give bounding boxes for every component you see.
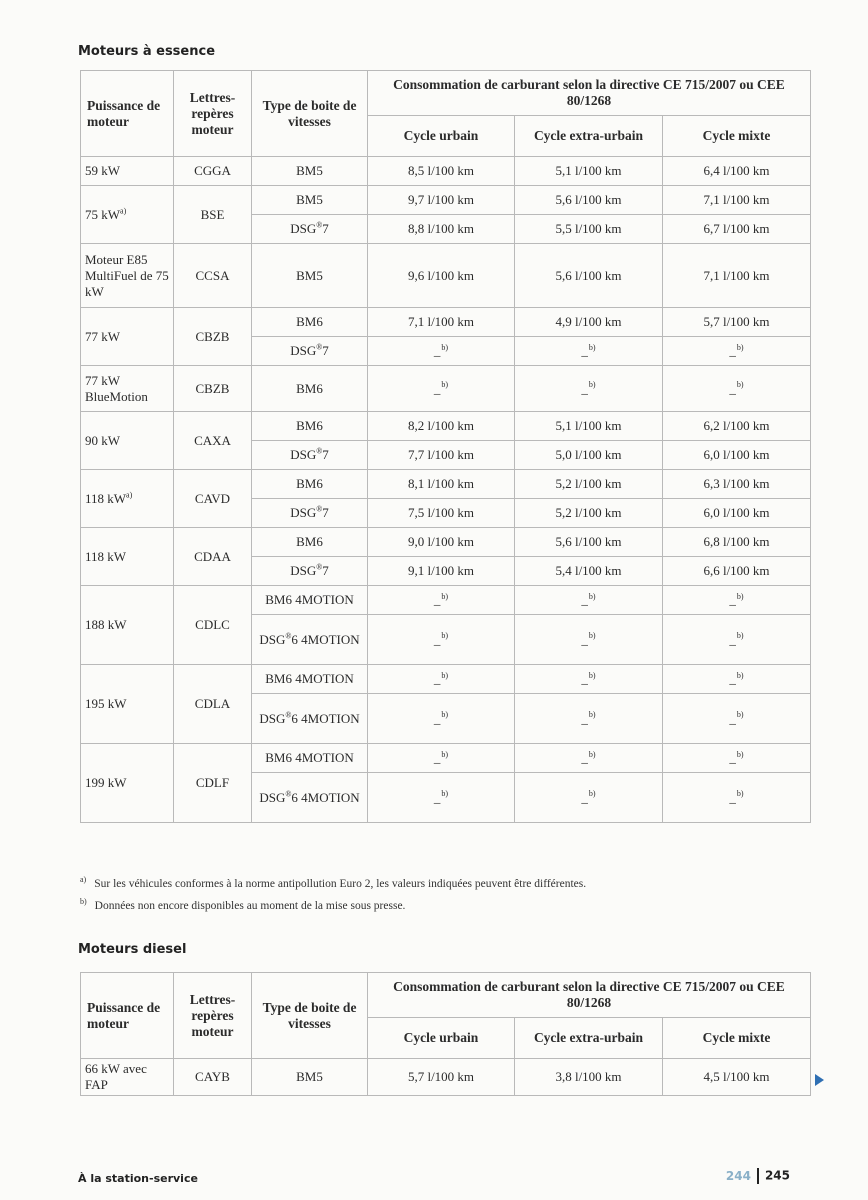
gearbox-cell: BM6: [252, 366, 368, 412]
gearbox-cell: BM5: [252, 157, 368, 186]
extra-urban-cell: 5,0 l/100 km: [515, 441, 663, 470]
gearbox-cell: BM5: [252, 244, 368, 308]
engine-code-cell: CDLC: [174, 586, 252, 665]
table-row: [81, 1059, 811, 1096]
power-cell: 195 kW: [81, 665, 174, 744]
header-consumption: Consommation de carburant selon la directive CE 715/2007 ou CEE 80/1268: [368, 71, 811, 116]
urban-cell: 7,1 l/100 km: [368, 308, 515, 337]
mixed-cell: 6,6 l/100 km: [663, 557, 811, 586]
gearbox-cell: DSG®6 4MOTION: [252, 773, 368, 823]
urban-cell: 8,1 l/100 km: [368, 470, 515, 499]
engine-code-cell: CAXA: [174, 412, 252, 470]
mixed-cell: _$^{b)}$: [663, 615, 811, 665]
extra-urban-cell: _$^{b)}$: [515, 773, 663, 823]
extra-urban-cell: 5,6 l/100 km: [515, 186, 663, 215]
urban-cell: 7,7 l/100 km: [368, 441, 515, 470]
mixed-cell: 6,3 l/100 km: [663, 470, 811, 499]
power-cell: 188 kW: [81, 586, 174, 665]
extra-urban-cell: 5,5 l/100 km: [515, 215, 663, 244]
urban-cell: _$^{b)}$: [368, 773, 515, 823]
urban-cell: 8,2 l/100 km: [368, 412, 515, 441]
extra-urban-cell: 5,2 l/100 km: [515, 499, 663, 528]
header-mixed: Cycle mixte: [663, 116, 811, 157]
mixed-cell: _$^{b)}$: [663, 773, 811, 823]
gearbox-cell: BM6: [252, 528, 368, 557]
table-row: [81, 470, 811, 499]
urban-cell: 9,6 l/100 km: [368, 244, 515, 308]
gearbox-cell: DSG®6 4MOTION: [252, 694, 368, 744]
footnotes: [80, 873, 820, 917]
engine-code-cell: CGGA: [174, 157, 252, 186]
power-cell: 75 $kW^{a)}$: [81, 186, 174, 244]
extra-urban-cell: 5,6 l/100 km: [515, 244, 663, 308]
extra-urban-cell: 4,9 l/100 km: [515, 308, 663, 337]
petrol-table-body: [81, 157, 811, 823]
diesel-table-body: [81, 1059, 811, 1096]
gearbox-cell: BM6: [252, 412, 368, 441]
header-urban: Cycle urbain: [368, 116, 515, 157]
power-cell: 199 kW: [81, 744, 174, 823]
extra-urban-cell: 3,8 l/100 km: [515, 1059, 663, 1096]
header-engine-code: Lettres-repères moteur: [174, 973, 252, 1059]
engine-code-cell: BSE: [174, 186, 252, 244]
gearbox-cell: BM6: [252, 470, 368, 499]
extra-urban-cell: 5,4 l/100 km: [515, 557, 663, 586]
footer-section-name: À la station-service: [78, 1172, 198, 1185]
mixed-cell: 6,2 l/100 km: [663, 412, 811, 441]
table-row: [81, 157, 811, 186]
gearbox-cell: DSG®7: [252, 499, 368, 528]
urban-cell: 8,5 l/100 km: [368, 157, 515, 186]
mixed-cell: _$^{b)}$: [663, 337, 811, 366]
mixed-cell: _$^{b)}$: [663, 366, 811, 412]
engine-code-cell: CAVD: [174, 470, 252, 528]
header-mixed: Cycle mixte: [663, 1018, 811, 1059]
urban-cell: 9,0 l/100 km: [368, 528, 515, 557]
header-extra-urban: Cycle extra-urbain: [515, 1018, 663, 1059]
gearbox-cell: DSG®7: [252, 215, 368, 244]
header-power: Puissance de moteur: [81, 973, 174, 1059]
footnote-a: $^{a)}$ Sur les véhicules conformes à la norme antipollution Euro 2, les valeurs indiquées peuvent être différentes.: [80, 875, 587, 890]
urban-cell: _$^{b)}$: [368, 665, 515, 694]
gearbox-cell: BM6 4MOTION: [252, 665, 368, 694]
mixed-cell: _$^{b)}$: [663, 665, 811, 694]
header-extra-urban: Cycle extra-urbain: [515, 116, 663, 157]
page-number: [726, 1168, 790, 1184]
engine-code-cell: CAYB: [174, 1059, 252, 1096]
table-row: [81, 412, 811, 441]
power-cell: 118 $kW^{a)}$: [81, 470, 174, 528]
urban-cell: _$^{b)}$: [368, 744, 515, 773]
power-cell: 118 kW: [81, 528, 174, 586]
table-row: [81, 528, 811, 557]
page-separator: [757, 1168, 759, 1184]
urban-cell: 9,1 l/100 km: [368, 557, 515, 586]
engine-code-cell: CBZB: [174, 366, 252, 412]
header-consumption: Consommation de carburant selon la directive CE 715/2007 ou CEE 80/1268: [368, 973, 811, 1018]
table-row: [81, 308, 811, 337]
mixed-cell: _$^{b)}$: [663, 744, 811, 773]
table-row: [81, 586, 811, 615]
engine-code-cell: CDLA: [174, 665, 252, 744]
table-row: [81, 665, 811, 694]
page-number-previous: 244: [725, 1168, 751, 1183]
urban-cell: _$^{b)}$: [368, 337, 515, 366]
mixed-cell: 7,1 l/100 km: [663, 186, 811, 215]
table-row: [81, 744, 811, 773]
urban-cell: 9,7 l/100 km: [368, 186, 515, 215]
engine-code-cell: CCSA: [174, 244, 252, 308]
power-cell: 66 kW avec FAP: [81, 1059, 174, 1096]
urban-cell: _$^{b)}$: [368, 586, 515, 615]
triangle-right-icon: [815, 1074, 824, 1086]
petrol-consumption-table: [80, 70, 811, 823]
extra-urban-cell: _$^{b)}$: [515, 694, 663, 744]
urban-cell: 5,7 l/100 km: [368, 1059, 515, 1096]
extra-urban-cell: _$^{b)}$: [515, 366, 663, 412]
header-gearbox: Type de boite de vitesses: [252, 973, 368, 1059]
mixed-cell: _$^{b)}$: [663, 586, 811, 615]
power-cell: 90 kW: [81, 412, 174, 470]
gearbox-cell: DSG®7: [252, 557, 368, 586]
mixed-cell: 7,1 l/100 km: [663, 244, 811, 308]
mixed-cell: 6,0 l/100 km: [663, 441, 811, 470]
table-row: [81, 244, 811, 308]
mixed-cell: _$^{b)}$: [663, 694, 811, 744]
gearbox-cell: BM6 4MOTION: [252, 586, 368, 615]
extra-urban-cell: 5,1 l/100 km: [515, 157, 663, 186]
urban-cell: _$^{b)}$: [368, 615, 515, 665]
mixed-cell: 5,7 l/100 km: [663, 308, 811, 337]
gearbox-cell: DSG®6 4MOTION: [252, 615, 368, 665]
header-power: Puissance de moteur: [81, 71, 174, 157]
header-gearbox: Type de boite de vitesses: [252, 71, 368, 157]
mixed-cell: 6,8 l/100 km: [663, 528, 811, 557]
power-cell: Moteur E85 MultiFuel de 75 kW: [81, 244, 174, 308]
table-row: [81, 366, 811, 412]
diesel-section-title: Moteurs diesel: [78, 942, 187, 957]
mixed-cell: 6,0 l/100 km: [663, 499, 811, 528]
gearbox-cell: BM5: [252, 1059, 368, 1096]
power-cell: 59 kW: [81, 157, 174, 186]
extra-urban-cell: _$^{b)}$: [515, 586, 663, 615]
power-cell: 77 kW: [81, 308, 174, 366]
mixed-cell: 6,4 l/100 km: [663, 157, 811, 186]
gearbox-cell: BM6 4MOTION: [252, 744, 368, 773]
extra-urban-cell: _$^{b)}$: [515, 665, 663, 694]
urban-cell: _$^{b)}$: [368, 366, 515, 412]
engine-code-cell: CDAA: [174, 528, 252, 586]
extra-urban-cell: _$^{b)}$: [515, 337, 663, 366]
header-engine-code: Lettres-repères moteur: [174, 71, 252, 157]
footnote-b: $^{b)}$ Données non encore disponibles au moment de la mise sous presse.: [80, 897, 406, 912]
petrol-section-title: Moteurs à essence: [78, 44, 216, 59]
gearbox-cell: DSG®7: [252, 441, 368, 470]
mixed-cell: 4,5 l/100 km: [663, 1059, 811, 1096]
extra-urban-cell: 5,1 l/100 km: [515, 412, 663, 441]
page-number-current: 245: [764, 1168, 790, 1183]
engine-code-cell: CBZB: [174, 308, 252, 366]
extra-urban-cell: _$^{b)}$: [515, 615, 663, 665]
power-cell: 77 kW BlueMotion: [81, 366, 174, 412]
engine-code-cell: CDLF: [174, 744, 252, 823]
header-urban: Cycle urbain: [368, 1018, 515, 1059]
gearbox-cell: BM6: [252, 308, 368, 337]
extra-urban-cell: _$^{b)}$: [515, 744, 663, 773]
gearbox-cell: BM5: [252, 186, 368, 215]
urban-cell: _$^{b)}$: [368, 694, 515, 744]
diesel-consumption-table: [80, 972, 811, 1096]
urban-cell: 7,5 l/100 km: [368, 499, 515, 528]
gearbox-cell: DSG®7: [252, 337, 368, 366]
extra-urban-cell: 5,2 l/100 km: [515, 470, 663, 499]
urban-cell: 8,8 l/100 km: [368, 215, 515, 244]
table-row: [81, 186, 811, 215]
mixed-cell: 6,7 l/100 km: [663, 215, 811, 244]
extra-urban-cell: 5,6 l/100 km: [515, 528, 663, 557]
